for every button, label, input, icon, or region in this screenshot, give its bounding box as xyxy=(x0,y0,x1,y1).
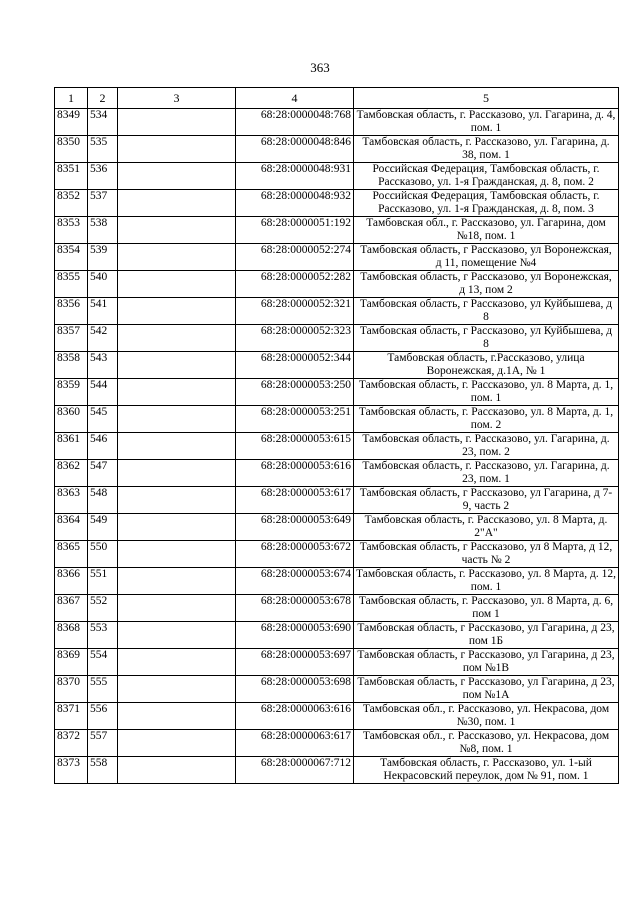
table-row xyxy=(55,514,619,541)
table-row xyxy=(55,244,619,271)
address-cell: Российская Федерация, Тамбовская область, г. Рассказово, ул. 1-я Гражданская, д. 8, пом. 3 xyxy=(354,190,619,217)
table-row xyxy=(55,622,619,649)
index-cell: 539 xyxy=(88,244,118,271)
cadastral-number-cell: 68:28:0000048:932 xyxy=(236,190,354,217)
address-cell: Тамбовская область, г. Рассказово, ул. 8 Марта, д. 6, пом 1 xyxy=(354,595,619,622)
cadastral-number-cell: 68:28:0000053:674 xyxy=(236,568,354,595)
row-number-cell: 8368 xyxy=(55,622,88,649)
column-3-cell xyxy=(118,298,236,325)
table-row xyxy=(55,730,619,757)
index-cell: 535 xyxy=(88,136,118,163)
index-cell: 538 xyxy=(88,217,118,244)
table-row xyxy=(55,190,619,217)
row-number-cell: 8349 xyxy=(55,109,88,136)
table-row xyxy=(55,649,619,676)
column-3-cell xyxy=(118,352,236,379)
index-cell: 544 xyxy=(88,379,118,406)
column-3-cell xyxy=(118,703,236,730)
column-header-3: 3 xyxy=(118,88,236,109)
cadastral-number-cell: 68:28:0000063:617 xyxy=(236,730,354,757)
column-3-cell xyxy=(118,325,236,352)
table-row xyxy=(55,379,619,406)
address-cell: Тамбовская область, г.Рассказово, улица Воронежская, д.1А, № 1 xyxy=(354,352,619,379)
table-row xyxy=(55,541,619,568)
cadastral-number-cell: 68:28:0000052:274 xyxy=(236,244,354,271)
table-row xyxy=(55,109,619,136)
address-cell: Тамбовская область, г. Рассказово, ул. 8 Марта, д. 1, пом. 1 xyxy=(354,379,619,406)
cadastral-number-cell: 68:28:0000053:672 xyxy=(236,541,354,568)
column-3-cell xyxy=(118,757,236,784)
address-cell: Тамбовская область, г. Рассказово, ул. Гагарина, д. 23, пом. 1 xyxy=(354,460,619,487)
cadastral-number-cell: 68:28:0000048:846 xyxy=(236,136,354,163)
address-cell: Тамбовская область, г. Рассказово, ул. 8 Марта, д. 12, пом. 1 xyxy=(354,568,619,595)
address-cell: Тамбовская обл., г. Рассказово, ул. Некрасова, дом №8, пом. 1 xyxy=(354,730,619,757)
column-3-cell xyxy=(118,568,236,595)
registry-table xyxy=(54,87,619,784)
cadastral-number-cell: 68:28:0000053:697 xyxy=(236,649,354,676)
address-cell: Тамбовская область, г Рассказово, ул 8 Марта, д 12, часть № 2 xyxy=(354,541,619,568)
index-cell: 557 xyxy=(88,730,118,757)
index-cell: 543 xyxy=(88,352,118,379)
page-number: 363 xyxy=(310,60,330,75)
column-3-cell xyxy=(118,433,236,460)
column-3-cell xyxy=(118,379,236,406)
address-cell: Тамбовская область, г Рассказово, ул Гагарина, д 23, пом №1А xyxy=(354,676,619,703)
row-number-cell: 8352 xyxy=(55,190,88,217)
index-cell: 536 xyxy=(88,163,118,190)
cadastral-number-cell: 68:28:0000051:192 xyxy=(236,217,354,244)
address-cell: Тамбовская область, г. Рассказово, ул. Гагарина, д. 38, пом. 1 xyxy=(354,136,619,163)
column-3-cell xyxy=(118,244,236,271)
row-number-cell: 8372 xyxy=(55,730,88,757)
table-row xyxy=(55,487,619,514)
column-header-2: 2 xyxy=(88,88,118,109)
table-row xyxy=(55,676,619,703)
column-3-cell xyxy=(118,190,236,217)
table-row xyxy=(55,217,619,244)
column-header-4: 4 xyxy=(236,88,354,109)
row-number-cell: 8364 xyxy=(55,514,88,541)
address-cell: Тамбовская область, г. Рассказово, ул. 8 Марта, д. 2"А" xyxy=(354,514,619,541)
column-3-cell xyxy=(118,730,236,757)
address-cell: Тамбовская область, г. Рассказово, ул. Гагарина, д. 4, пом. 1 xyxy=(354,109,619,136)
row-number-cell: 8363 xyxy=(55,487,88,514)
address-cell: Тамбовская область, г Рассказово, ул Воронежская, д 11, помещение №4 xyxy=(354,244,619,271)
table-row xyxy=(55,352,619,379)
table-row xyxy=(55,757,619,784)
index-cell: 540 xyxy=(88,271,118,298)
address-cell: Тамбовская область, г. Рассказово, ул. 1-ый Некрасовский переулок, дом № 91, пом. 1 xyxy=(354,757,619,784)
row-number-cell: 8360 xyxy=(55,406,88,433)
row-number-cell: 8367 xyxy=(55,595,88,622)
cadastral-number-cell: 68:28:0000053:617 xyxy=(236,487,354,514)
cadastral-number-cell: 68:28:0000053:250 xyxy=(236,379,354,406)
index-cell: 549 xyxy=(88,514,118,541)
cadastral-number-cell: 68:28:0000063:616 xyxy=(236,703,354,730)
column-3-cell xyxy=(118,622,236,649)
table-row xyxy=(55,136,619,163)
cadastral-number-cell: 68:28:0000048:931 xyxy=(236,163,354,190)
index-cell: 551 xyxy=(88,568,118,595)
cadastral-number-cell: 68:28:0000053:649 xyxy=(236,514,354,541)
cadastral-number-cell: 68:28:0000052:282 xyxy=(236,271,354,298)
row-number-cell: 8357 xyxy=(55,325,88,352)
column-3-cell xyxy=(118,541,236,568)
address-cell: Тамбовская обл., г. Рассказово, ул. Гагарина, дом №18, пом. 1 xyxy=(354,217,619,244)
table-row xyxy=(55,271,619,298)
row-number-cell: 8358 xyxy=(55,352,88,379)
column-3-cell xyxy=(118,217,236,244)
row-number-cell: 8351 xyxy=(55,163,88,190)
column-3-cell xyxy=(118,514,236,541)
cadastral-number-cell: 68:28:0000053:616 xyxy=(236,460,354,487)
table-row xyxy=(55,460,619,487)
index-cell: 554 xyxy=(88,649,118,676)
row-number-cell: 8366 xyxy=(55,568,88,595)
address-cell: Тамбовская обл., г. Рассказово, ул. Некрасова, дом №30, пом. 1 xyxy=(354,703,619,730)
index-cell: 541 xyxy=(88,298,118,325)
column-header-5: 5 xyxy=(354,88,619,109)
row-number-cell: 8359 xyxy=(55,379,88,406)
column-3-cell xyxy=(118,460,236,487)
table-row xyxy=(55,568,619,595)
table-body xyxy=(55,109,619,784)
index-cell: 555 xyxy=(88,676,118,703)
column-3-cell xyxy=(118,406,236,433)
address-cell: Российская Федерация, Тамбовская область, г. Рассказово, ул. 1-я Гражданская, д. 8, пом. 2 xyxy=(354,163,619,190)
column-3-cell xyxy=(118,136,236,163)
row-number-cell: 8365 xyxy=(55,541,88,568)
cadastral-number-cell: 68:28:0000067:712 xyxy=(236,757,354,784)
index-cell: 558 xyxy=(88,757,118,784)
index-cell: 542 xyxy=(88,325,118,352)
table-row xyxy=(55,325,619,352)
cadastral-number-cell: 68:28:0000048:768 xyxy=(236,109,354,136)
column-header-1: 1 xyxy=(55,88,88,109)
index-cell: 553 xyxy=(88,622,118,649)
column-3-cell xyxy=(118,595,236,622)
table-row xyxy=(55,163,619,190)
column-3-cell xyxy=(118,163,236,190)
address-cell: Тамбовская область, г. Рассказово, ул. 8 Марта, д. 1, пом. 2 xyxy=(354,406,619,433)
table-row xyxy=(55,703,619,730)
table-row xyxy=(55,406,619,433)
row-number-cell: 8371 xyxy=(55,703,88,730)
row-number-cell: 8362 xyxy=(55,460,88,487)
index-cell: 548 xyxy=(88,487,118,514)
index-cell: 537 xyxy=(88,190,118,217)
cadastral-number-cell: 68:28:0000052:323 xyxy=(236,325,354,352)
index-cell: 534 xyxy=(88,109,118,136)
cadastral-number-cell: 68:28:0000052:344 xyxy=(236,352,354,379)
header-row xyxy=(55,88,619,109)
cadastral-number-cell: 68:28:0000053:615 xyxy=(236,433,354,460)
column-3-cell xyxy=(118,676,236,703)
row-number-cell: 8356 xyxy=(55,298,88,325)
table-row xyxy=(55,433,619,460)
index-cell: 556 xyxy=(88,703,118,730)
address-cell: Тамбовская область, г Рассказово, ул Куйбышева, д 8 xyxy=(354,325,619,352)
row-number-cell: 8361 xyxy=(55,433,88,460)
address-cell: Тамбовская область, г Рассказово, ул Гагарина, д 23, пом №1В xyxy=(354,649,619,676)
column-3-cell xyxy=(118,109,236,136)
row-number-cell: 8373 xyxy=(55,757,88,784)
row-number-cell: 8353 xyxy=(55,217,88,244)
index-cell: 545 xyxy=(88,406,118,433)
address-cell: Тамбовская область, г Рассказово, ул Воронежская, д 13, пом 2 xyxy=(354,271,619,298)
table-row xyxy=(55,595,619,622)
address-cell: Тамбовская область, г Рассказово, ул Гагарина, д 23, пом 1Б xyxy=(354,622,619,649)
column-3-cell xyxy=(118,649,236,676)
cadastral-number-cell: 68:28:0000053:690 xyxy=(236,622,354,649)
row-number-cell: 8355 xyxy=(55,271,88,298)
cadastral-number-cell: 68:28:0000053:251 xyxy=(236,406,354,433)
address-cell: Тамбовская область, г. Рассказово, ул. Гагарина, д. 23, пом. 2 xyxy=(354,433,619,460)
table-header xyxy=(55,88,619,109)
cadastral-number-cell: 68:28:0000053:678 xyxy=(236,595,354,622)
row-number-cell: 8370 xyxy=(55,676,88,703)
cadastral-number-cell: 68:28:0000053:698 xyxy=(236,676,354,703)
address-cell: Тамбовская область, г Рассказово, ул Куйбышева, д 8 xyxy=(354,298,619,325)
row-number-cell: 8369 xyxy=(55,649,88,676)
row-number-cell: 8350 xyxy=(55,136,88,163)
table-row xyxy=(55,298,619,325)
index-cell: 552 xyxy=(88,595,118,622)
column-3-cell xyxy=(118,487,236,514)
index-cell: 547 xyxy=(88,460,118,487)
address-cell: Тамбовская область, г Рассказово, ул Гагарина, д 7-9, часть 2 xyxy=(354,487,619,514)
index-cell: 550 xyxy=(88,541,118,568)
cadastral-number-cell: 68:28:0000052:321 xyxy=(236,298,354,325)
column-3-cell xyxy=(118,271,236,298)
index-cell: 546 xyxy=(88,433,118,460)
row-number-cell: 8354 xyxy=(55,244,88,271)
